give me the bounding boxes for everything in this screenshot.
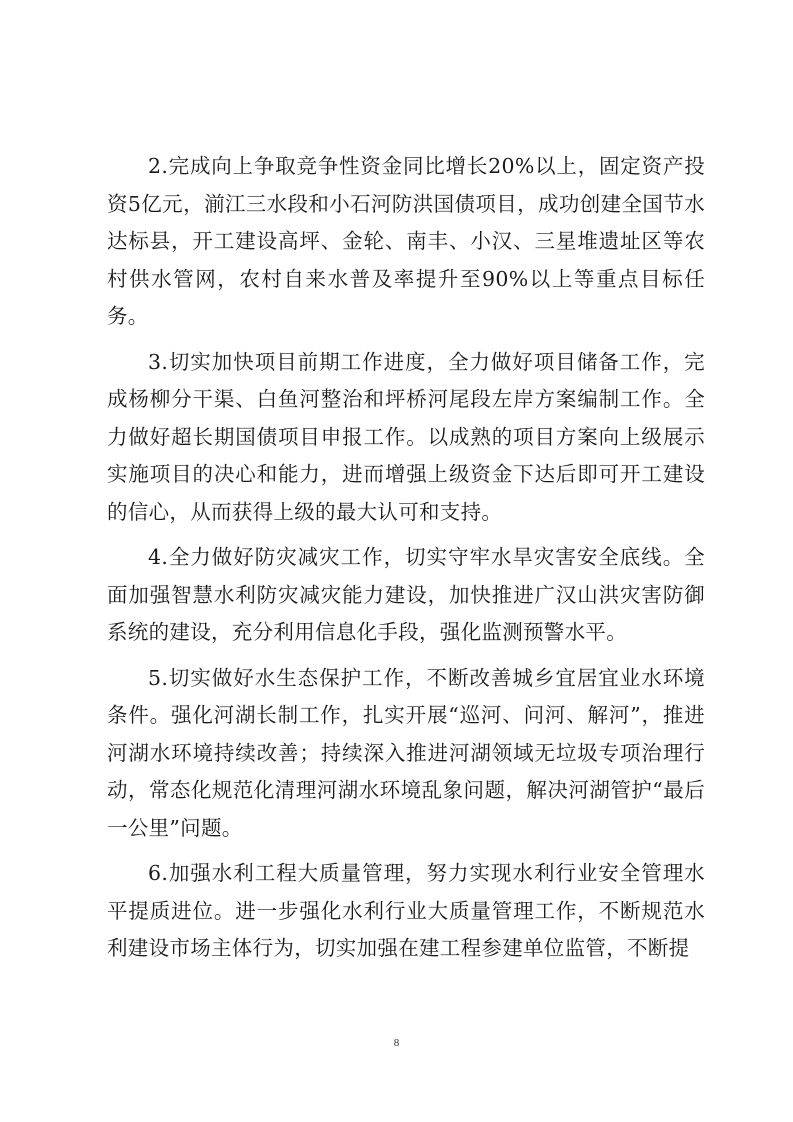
- paragraph-5: 5.切实做好水生态保护工作，不断改善城乡宜居宜业水环境条件。强化河湖长制工作，扎实开展“巡河、问河、解河”，推进河湖水环境持续改善；持续深入推进河湖领域无垃圾专项治理行动，常态化规范化清理河湖水环境乱象问题，解决河湖管护“最后一公里”问题。: [107, 665, 705, 840]
- paragraph-4: 4.全力做好防灾减灾工作，切实守牢水旱灾害安全底线。全面加强智慧水利防灾减灾能力建设，加快推进广汉山洪灾害防御系统的建设，充分利用信息化手段，强化监测预警水平。: [107, 545, 705, 644]
- page-number: 8: [393, 1037, 400, 1049]
- paragraph-3: 3.切实加快项目前期工作进度，全力做好项目储备工作，完成杨柳分干渠、白鱼河整治和坪桥河尾段左岸方案编制工作。全力做好超长期国债项目申报工作。以成熟的项目方案向上级展示实施项目的决心和能力，进而增强上级资金下达后即可开工建设的信心，从而获得上级的最大认可和支持。: [107, 349, 705, 524]
- body-text: [107, 148, 705, 976]
- paragraph-2: 2.完成向上争取竞争性资金同比增长20%以上，固定资产投资5亿元，湔江三水段和小石河防洪国债项目，成功创建全国节水达标县，开工建设高坪、金轮、南丰、小汉、三星堆遗址区等农村供水管网，农村自来水普及率提升至90%以上等重点目标任务。: [107, 154, 705, 328]
- paragraph-6: 6.加强水利工程大质量管理，努力实现水利行业安全管理水平提质进位。进一步强化水利行业大质量管理工作，不断规范水利建设市场主体行为，切实加强在建工程参建单位监管，不断提: [107, 861, 705, 960]
